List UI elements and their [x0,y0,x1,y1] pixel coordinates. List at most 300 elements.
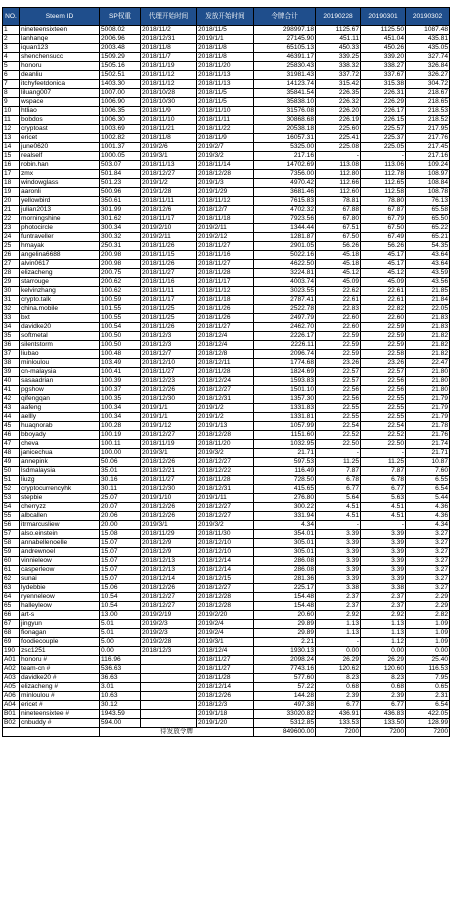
total-v1: 7200 [316,728,361,737]
token-total-cell: 286.08 [254,566,316,575]
row-number-cell: 41 [3,386,20,395]
steem-id-cell: julian2013 [20,206,100,215]
amount-20190302-cell: 65.58 [406,206,450,215]
payout-start-cell: 2018/12/27 [197,386,254,395]
row-number-cell: 190 [3,647,20,656]
payout-start-cell: 2018/11/28 [197,476,254,485]
sp-weight-cell: 100.11 [100,440,141,449]
token-total-cell: 46391.17 [254,53,316,62]
sp-weight-cell: 100.48 [100,350,141,359]
amount-20190228-cell: 7.87 [316,467,361,476]
amount-20190302-cell: 4.34 [406,521,450,530]
token-total-cell: 1331.83 [254,404,316,413]
amount-20190301-cell: 23.26 [361,359,406,368]
token-total-cell: 1344.44 [254,224,316,233]
steem-id-cell: fionagan [20,629,100,638]
token-total-cell: 3023.55 [254,287,316,296]
row-number-cell: 65 [3,602,20,611]
token-total-cell: 1593.83 [254,377,316,386]
amount-20190302-cell: 217.45 [406,143,450,152]
sp-weight-cell: 15.07 [100,557,141,566]
delegation-start-cell: 2018/12/30 [141,395,197,404]
payout-start-cell: 2019/1/2 [197,413,254,422]
steem-id-cell: team-cn # [20,665,100,674]
row-number-cell: A01 [3,656,20,665]
row-number-cell: 45 [3,422,20,431]
token-total-cell: 25830.43 [254,62,316,71]
amount-20190301-cell: 22.52 [361,431,406,440]
row-number-cell: 34 [3,323,20,332]
delegation-start-cell: 2018/11/2 [141,26,197,35]
amount-20190228-cell: 3.39 [316,548,361,557]
table-row [3,575,450,584]
row-number-cell: 37 [3,350,20,359]
row-number-cell: 6 [3,71,20,80]
amount-20190301-cell: 113.06 [361,161,406,170]
delegation-start-cell: 2019/2/19 [141,611,197,620]
steem-id-cell: iquan123 [20,44,100,53]
amount-20190301-cell: 451.04 [361,35,406,44]
amount-20190302-cell: 108.84 [406,179,450,188]
amount-20190302-cell: 43.64 [406,260,450,269]
table-row [3,629,450,638]
amount-20190302-cell: 54.35 [406,242,450,251]
steem-id-cell: cryptocurrencyhk [20,485,100,494]
amount-20190301-cell: 3.39 [361,566,406,575]
amount-20190228-cell: - [316,449,361,458]
steem-id-cell: qifengqan [20,395,100,404]
steem-id-cell: lsdmalaysia [20,467,100,476]
token-total-cell: 1774.68 [254,359,316,368]
sp-weight-cell: 20.00 [100,521,141,530]
amount-20190301-cell: 2.92 [361,611,406,620]
payout-start-cell: 2018/12/31 [197,395,254,404]
delegation-start-cell [141,665,197,674]
amount-20190302-cell: 3.27 [406,566,450,575]
amount-20190228-cell: 22.83 [316,305,361,314]
sp-weight-cell: 100.50 [100,332,141,341]
token-total-cell: 27145.90 [254,35,316,44]
sp-weight-cell: 301.99 [100,206,141,215]
amount-20190228-cell: 22.56 [316,395,361,404]
amount-20190301-cell: 225.37 [361,134,406,143]
sp-weight-cell: 594.00 [100,719,141,728]
payout-start-cell: 2019/1/11 [197,494,254,503]
amount-20190228-cell: 6.78 [316,476,361,485]
steem-id-cell: bxt [20,314,100,323]
amount-20190301-cell: 6.77 [361,485,406,494]
sp-weight-cell: 2003.48 [100,44,141,53]
sp-weight-cell: 15.07 [100,575,141,584]
delegation-start-cell: 2018/10/28 [141,89,197,98]
amount-20190301-cell: 2.37 [361,593,406,602]
sp-weight-cell: 103.49 [100,359,141,368]
payout-start-cell: 2018/12/3 [197,701,254,710]
row-number-cell: 40 [3,377,20,386]
token-total-cell: 354.01 [254,530,316,539]
table-row [3,80,450,89]
sp-weight-cell: 20.06 [100,512,141,521]
sp-weight-cell: 301.62 [100,215,141,224]
table-row [3,548,450,557]
table-row [3,269,450,278]
table-row [3,305,450,314]
token-total-cell: 14123.74 [254,80,316,89]
payout-start-cell: 2018/11/27 [197,260,254,269]
table-row [3,35,450,44]
delegation-start-cell [141,674,197,683]
steem-id-cell: ericet # [20,701,100,710]
steem-id-cell: sasaadrian [20,377,100,386]
amount-20190302-cell: 21.83 [406,314,450,323]
sp-weight-cell: 100.55 [100,314,141,323]
steem-id-cell: elizacheng [20,269,100,278]
payout-start-cell: 2019/1/2 [197,404,254,413]
amount-20190302-cell: 3.27 [406,557,450,566]
payout-start-cell: 2018/11/26 [197,305,254,314]
amount-20190301-cell: 3.39 [361,539,406,548]
amount-20190302-cell: 218.67 [406,89,450,98]
table-row [3,368,450,377]
total-v2: 7200 [361,728,406,737]
sp-weight-cell: 1003.69 [100,125,141,134]
token-total-cell: 144.28 [254,692,316,701]
payout-start-cell: 2018/12/28 [197,593,254,602]
amount-20190302-cell: 21.80 [406,386,450,395]
table-row [3,719,450,728]
amount-20190301-cell: 3.39 [361,548,406,557]
row-number-cell: 32 [3,305,20,314]
table-row [3,179,450,188]
row-number-cell: 25 [3,242,20,251]
amount-20190301-cell: 22.50 [361,440,406,449]
amount-20190301-cell: 22.59 [361,323,406,332]
row-number-cell: 48 [3,449,20,458]
amount-20190228-cell: 339.25 [316,53,361,62]
table-row [3,620,450,629]
amount-20190301-cell: 67.87 [361,206,406,215]
steem-id-cell: htliao [20,107,100,116]
amount-20190228-cell: 23.26 [316,359,361,368]
steem-id-cell: sunai [20,575,100,584]
delegation-start-cell: 2018/12/26 [141,386,197,395]
header-date-2: 20190301 [361,8,406,26]
delegation-start-cell: 2018/12/13 [141,566,197,575]
delegation-start-cell: 2018/12/27 [141,170,197,179]
delegation-start-cell: 2018/12/31 [141,35,197,44]
sp-weight-cell: 300.34 [100,224,141,233]
amount-20190228-cell: 1.13 [316,620,361,629]
sp-weight-cell: 5.01 [100,620,141,629]
steem-id-cell: softmetal [20,332,100,341]
amount-20190302-cell: 1087.48 [406,26,450,35]
token-total-cell: 116.49 [254,467,316,476]
table-row [3,116,450,125]
steem-id-cell: andrewnoel [20,548,100,557]
delegation-start-cell: 2018/12/30 [141,485,197,494]
amount-20190228-cell: 436.91 [316,710,361,719]
table-row [3,89,450,98]
steem-id-cell: liubao [20,350,100,359]
payout-start-cell: 2019/2/12 [197,233,254,242]
amount-20190302-cell: 128.99 [406,719,450,728]
sp-weight-cell: 1403.30 [100,80,141,89]
row-number-cell: 26 [3,251,20,260]
amount-20190301-cell: 6.77 [361,701,406,710]
token-total-cell: 2.21 [254,638,316,647]
steem-id-cell: lanhanqe [20,35,100,44]
table-row [3,107,450,116]
delegation-start-cell: 2018/12/27 [141,431,197,440]
sp-weight-cell: 200.62 [100,278,141,287]
row-number-cell: 22 [3,215,20,224]
token-total-cell: 65105.13 [254,44,316,53]
amount-20190228-cell: 133.53 [316,719,361,728]
token-distribution-table [2,7,450,737]
delegation-start-cell [141,710,197,719]
delegation-start-cell [141,701,197,710]
payout-start-cell: 2018/11/30 [197,530,254,539]
token-total-cell: 331.94 [254,512,316,521]
sp-weight-cell: 1006.30 [100,116,141,125]
payout-start-cell: 2018/11/5 [197,26,254,35]
amount-20190228-cell: 45.18 [316,251,361,260]
steem-id-cell: lydebbie [20,584,100,593]
header-date-1: 20190228 [316,8,361,26]
steem-id-cell: aaronli [20,188,100,197]
payout-start-cell: 2018/11/11 [197,116,254,125]
row-number-cell: 60 [3,557,20,566]
sp-weight-cell: 30.12 [100,701,141,710]
amount-20190228-cell: 4.51 [316,512,361,521]
steem-id-cell: albcallen [20,512,100,521]
amount-20190302-cell: 108.97 [406,170,450,179]
amount-20190301-cell: 337.67 [361,71,406,80]
row-number-cell: 10 [3,107,20,116]
sp-weight-cell: 1001.37 [100,143,141,152]
payout-start-cell: 2019/1/18 [197,710,254,719]
payout-start-cell: 2018/11/18 [197,215,254,224]
token-total-cell: 154.48 [254,602,316,611]
steem-id-cell: alvin0617 [20,260,100,269]
sp-weight-cell: 1505.16 [100,62,141,71]
row-number-cell: A03 [3,674,20,683]
amount-20190228-cell: 0.68 [316,683,361,692]
payout-start-cell: 2018/11/13 [197,71,254,80]
table-row [3,611,450,620]
amount-20190301-cell: 8.23 [361,674,406,683]
amount-20190228-cell: - [316,521,361,530]
sp-weight-cell: 100.41 [100,368,141,377]
steem-id-cell: also.einstein [20,530,100,539]
steem-id-cell: kelvinzhang [20,287,100,296]
delegation-start-cell: 2018/11/12 [141,71,197,80]
payout-start-cell: 2019/2/11 [197,224,254,233]
amount-20190301-cell: 26.29 [361,656,406,665]
delegation-start-cell: 2019/1/10 [141,494,197,503]
token-total-cell: 3681.46 [254,188,316,197]
token-total-cell: 217.16 [254,152,316,161]
sp-weight-cell: 503.07 [100,161,141,170]
amount-20190301-cell: 56.26 [361,242,406,251]
sp-weight-cell: 100.62 [100,287,141,296]
sp-weight-cell: 536.63 [100,665,141,674]
table-row [3,359,450,368]
amount-20190301-cell: 450.26 [361,44,406,53]
delegation-start-cell: 2018/11/27 [141,269,197,278]
sp-weight-cell: 250.31 [100,242,141,251]
payout-start-cell: 2019/1/29 [197,188,254,197]
amount-20190301-cell: 3.38 [361,584,406,593]
amount-20190228-cell: 112.80 [316,170,361,179]
table-row [3,233,450,242]
steem-id-cell: nineteensixtee # [20,710,100,719]
table-row [3,170,450,179]
row-number-cell: 21 [3,206,20,215]
token-total-cell: 31981.43 [254,71,316,80]
amount-20190302-cell: 326.27 [406,71,450,80]
amount-20190302-cell: 435.05 [406,44,450,53]
row-number-cell: 54 [3,503,20,512]
sp-weight-cell: 20.07 [100,503,141,512]
sp-weight-cell: 300.32 [100,233,141,242]
delegation-start-cell: 2018/11/27 [141,476,197,485]
delegation-start-cell: 2018/12/26 [141,458,197,467]
sp-weight-cell: 100.00 [100,449,141,458]
row-number-cell: 43 [3,404,20,413]
row-number-cell: 53 [3,494,20,503]
row-number-cell: 56 [3,521,20,530]
sp-weight-cell: 100.34 [100,413,141,422]
table-row [3,161,450,170]
row-number-cell: A02 [3,665,20,674]
payout-start-cell: 2018/11/28 [197,674,254,683]
delegation-start-cell: 2019/2/6 [141,143,197,152]
total-v3: 7200 [406,728,450,737]
payout-start-cell: 2018/12/8 [197,350,254,359]
steem-id-cell: angelina6688 [20,251,100,260]
token-total-cell: 29.89 [254,620,316,629]
amount-20190301-cell: 67.50 [361,224,406,233]
steem-id-cell: foodiecouple [20,638,100,647]
delegation-start-cell [141,692,197,701]
amount-20190302-cell: 21.79 [406,413,450,422]
amount-20190228-cell: 22.52 [316,431,361,440]
amount-20190301-cell: 112.65 [361,179,406,188]
payout-start-cell: 2019/2/20 [197,611,254,620]
amount-20190228-cell: 5.64 [316,494,361,503]
amount-20190301-cell: - [361,521,406,530]
amount-20190228-cell: 225.41 [316,134,361,143]
token-total-cell: 4970.42 [254,179,316,188]
table-row [3,332,450,341]
amount-20190302-cell: 21.82 [406,332,450,341]
steem-id-cell: cheva [20,440,100,449]
delegation-start-cell: 2019/3/1 [141,152,197,161]
token-total-cell: 20.60 [254,611,316,620]
amount-20190228-cell: 78.81 [316,197,361,206]
token-total-cell: 30868.68 [254,116,316,125]
delegation-start-cell: 2018/12/26 [141,584,197,593]
sp-weight-cell: 100.35 [100,395,141,404]
steem-id-cell: liuzg [20,476,100,485]
table-row [3,125,450,134]
payout-start-cell: 2018/12/4 [197,332,254,341]
amount-20190302-cell: 21.71 [406,449,450,458]
payout-start-cell: 2018/11/26 [197,314,254,323]
table-row [3,449,450,458]
table-row [3,323,450,332]
table-row [3,377,450,386]
delegation-start-cell: 2018/11/13 [141,161,197,170]
amount-20190302-cell: 304.72 [406,80,450,89]
amount-20190228-cell: 337.72 [316,71,361,80]
amount-20190301-cell: 2.39 [361,692,406,701]
token-total-cell: 35841.54 [254,89,316,98]
sp-weight-cell: 501.84 [100,170,141,179]
token-total-cell: 7356.00 [254,170,316,179]
table-row [3,521,450,530]
amount-20190302-cell: 2.82 [406,611,450,620]
sp-weight-cell: 200.98 [100,251,141,260]
payout-start-cell: 2018/12/10 [197,548,254,557]
amount-20190228-cell: 338.32 [316,62,361,71]
payout-start-cell: 2018/11/8 [197,44,254,53]
amount-20190301-cell: 2.37 [361,602,406,611]
table-row [3,71,450,80]
amount-20190301-cell: 226.31 [361,89,406,98]
table-row [3,287,450,296]
token-total-cell: 2462.70 [254,323,316,332]
amount-20190301-cell: 1125.50 [361,26,406,35]
amount-20190228-cell: 22.61 [316,296,361,305]
table-row [3,710,450,719]
steem-id-cell: cnbuddy # [20,719,100,728]
steem-id-cell: honoru [20,62,100,71]
amount-20190302-cell: 0.00 [406,647,450,656]
steem-id-cell: cryptoast [20,125,100,134]
row-number-cell: 28 [3,269,20,278]
amount-20190302-cell: 76.13 [406,197,450,206]
amount-20190301-cell: - [361,152,406,161]
token-total-cell: 728.50 [254,476,316,485]
steem-id-cell: art-s [20,611,100,620]
amount-20190301-cell: 78.80 [361,197,406,206]
delegation-start-cell [141,683,197,692]
amount-20190301-cell: 339.20 [361,53,406,62]
sp-weight-cell: 500.96 [100,188,141,197]
table-row [3,593,450,602]
amount-20190228-cell: 226.20 [316,107,361,116]
amount-20190228-cell: 4.51 [316,503,361,512]
payout-start-cell: 2018/11/9 [197,134,254,143]
amount-20190228-cell: 112.60 [316,188,361,197]
sp-weight-cell: 3.01 [100,683,141,692]
steem-id-cell: realself [20,152,100,161]
row-number-cell: 61 [3,566,20,575]
delegation-start-cell: 2018/12/13 [141,557,197,566]
table-row [3,656,450,665]
amount-20190228-cell: 22.50 [316,440,361,449]
amount-20190302-cell: 109.24 [406,161,450,170]
row-number-cell: 16 [3,161,20,170]
payout-start-cell: 2018/11/5 [197,98,254,107]
amount-20190301-cell: 0.00 [361,647,406,656]
amount-20190302-cell: 218.65 [406,98,450,107]
table-row [3,53,450,62]
amount-20190302-cell: 6.54 [406,485,450,494]
amount-20190301-cell: 3.39 [361,575,406,584]
